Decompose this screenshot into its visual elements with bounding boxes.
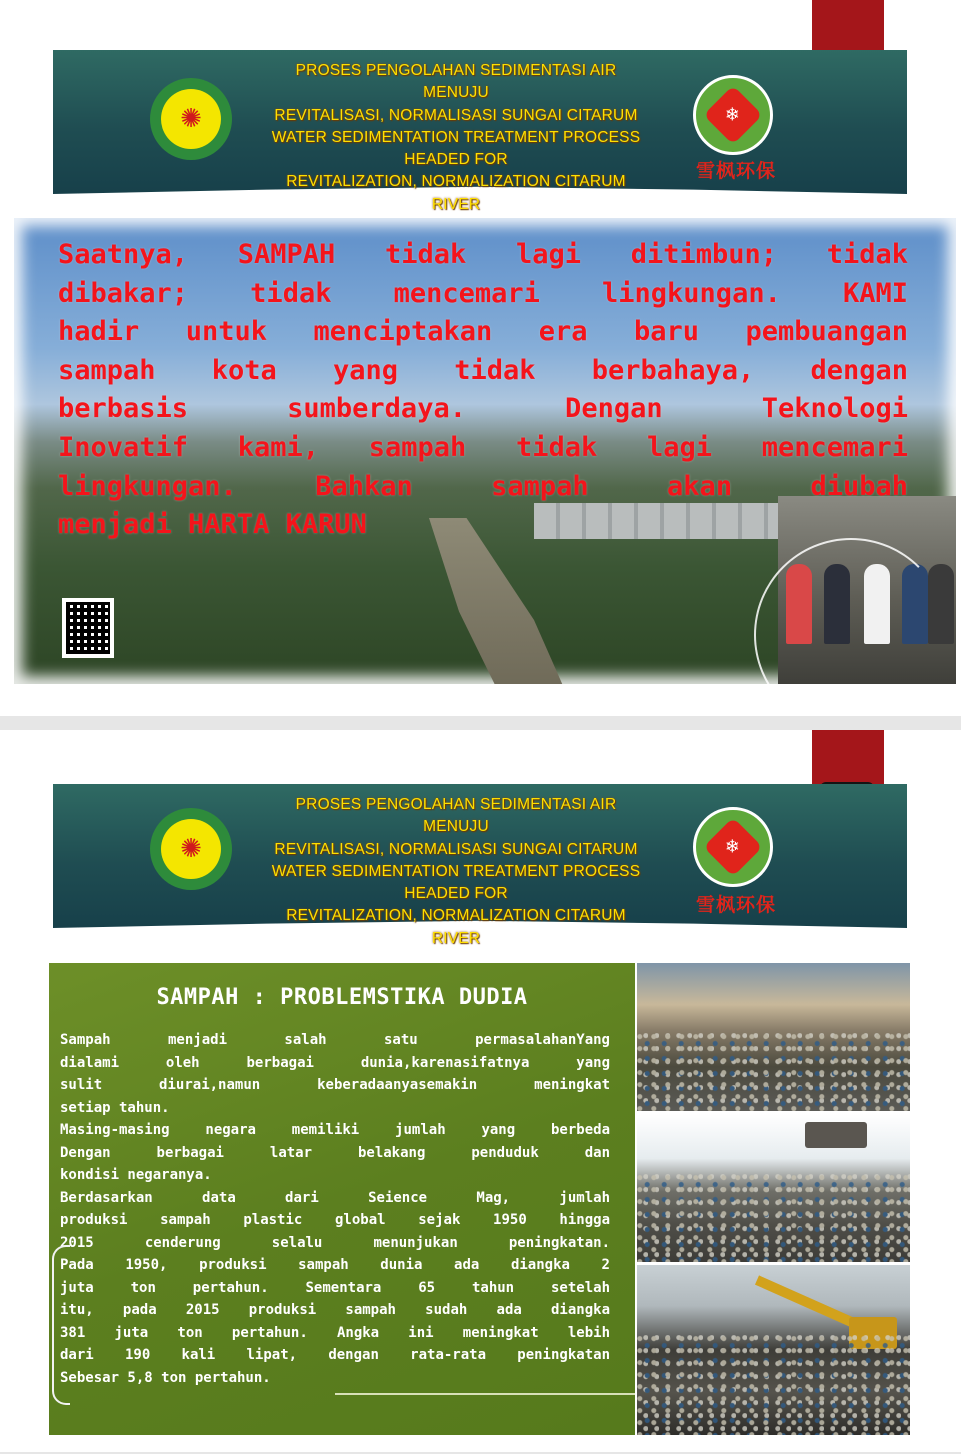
header-title bbox=[240, 794, 672, 950]
body-line: juta ton pertahun. Sementara 65 tahun setelah bbox=[60, 1279, 610, 1296]
header-title-line: RIVER bbox=[431, 929, 481, 947]
trash-texture bbox=[637, 1033, 910, 1111]
header-title-line: REVITALIZATION, NORMALIZATION CITARUM bbox=[286, 173, 626, 191]
excavator-arm bbox=[755, 1275, 860, 1329]
maple-leaf-icon: ❄ bbox=[703, 85, 762, 144]
header-title-line: REVITALISASI, NORMALISASI SUNGAI CITARUM bbox=[274, 106, 638, 124]
statement-line: menjadi HARTA KARUN bbox=[58, 509, 367, 541]
qr-code[interactable] bbox=[62, 598, 114, 658]
body-line: Sampah menjadi salah satu permasalahanYang bbox=[60, 1032, 610, 1048]
body-line: sulit diurai,namun keberadaanyasemakin meningkat bbox=[60, 1077, 610, 1093]
slide-2 bbox=[0, 730, 961, 1452]
body-line: itu, pada 2015 produksi sampah sudah ada diangka bbox=[60, 1302, 610, 1318]
statement-line: dibakar; tidak mencemari lingkungan. KAMI bbox=[58, 277, 908, 309]
sun-emblem-icon: ✺ bbox=[161, 89, 221, 149]
body-line: setiap tahun. bbox=[60, 1099, 170, 1116]
body-line: 381 juta ton pertahun. Angka ini meningkat lebih bbox=[60, 1324, 610, 1341]
maple-leaf-icon: ❄ bbox=[703, 817, 762, 876]
statement-line: lingkungan. Bahkan sampah akan diubah bbox=[58, 470, 908, 502]
generasi-penerus-logo bbox=[150, 808, 232, 890]
panel-body bbox=[60, 1029, 610, 1389]
statement-line: berbasis sumberdaya. Dengan Teknologi bbox=[58, 393, 908, 425]
landfill-excavator-photo bbox=[637, 1265, 910, 1435]
header-title bbox=[240, 60, 672, 216]
generasi-penerus-logo bbox=[150, 78, 232, 160]
header-title-line: WATER SEDIMENTATION TREATMENT PROCESS bbox=[271, 128, 641, 146]
bulldozer bbox=[805, 1122, 867, 1148]
trash-texture bbox=[637, 1174, 910, 1262]
body-line: 2015 cenderung selalu menunjukan peningkatan. bbox=[60, 1234, 610, 1251]
header-title-line: HEADED FOR bbox=[404, 151, 508, 169]
company-chinese-name: 雪枫环保 bbox=[695, 160, 776, 182]
header-title-line: MENUJU bbox=[423, 818, 489, 836]
statement-line: Inovatif kami, sampah tidak lagi mencemari bbox=[58, 431, 908, 463]
body-line: Masing-masing negara memiliki jumlah yang berbeda bbox=[60, 1122, 610, 1138]
body-line: Berdasarkan data dari Seience Mag, jumlah bbox=[60, 1189, 610, 1206]
text-panel bbox=[49, 963, 635, 1435]
body-line: dialami oleh berbagai dunia,karenasifatnya yang bbox=[60, 1054, 610, 1071]
header-title-line: MENUJU bbox=[423, 84, 489, 102]
slide-1 bbox=[0, 0, 961, 716]
header-title-line: REVITALIZATION, NORMALIZATION CITARUM bbox=[286, 907, 626, 925]
xfep-logo bbox=[693, 75, 773, 155]
body-line: dari 190 kali lipat, dengan rata-rata peningkatan bbox=[60, 1347, 610, 1363]
xfep-logo bbox=[693, 807, 773, 887]
landfill-sunset-photo bbox=[637, 963, 910, 1111]
header-title-line: HEADED FOR bbox=[404, 885, 508, 903]
qr-code-icon bbox=[66, 602, 110, 654]
bracket-decoration bbox=[52, 1245, 70, 1405]
header-title-line: REVITALISASI, NORMALISASI SUNGAI CITARUM bbox=[274, 840, 638, 858]
panel-title: SAMPAH : PROBLEMSTIKA DUDIA bbox=[156, 985, 528, 1010]
landfill-bulldozer-photo bbox=[637, 1114, 910, 1262]
sun-emblem-icon: ✺ bbox=[161, 819, 221, 879]
divider-line bbox=[335, 1393, 635, 1395]
header-title-line: PROSES PENGOLAHAN SEDIMENTASI AIR bbox=[295, 796, 617, 813]
slide1-statement bbox=[58, 236, 908, 545]
body-line: Pada 1950, produksi sampah dunia ada diangka 2 bbox=[60, 1257, 610, 1273]
statement-line: sampah kota yang tidak berbahaya, dengan bbox=[58, 354, 908, 386]
statement-line: hadir untuk menciptakan era baru pembuangan bbox=[58, 316, 908, 348]
trash-texture bbox=[637, 1335, 910, 1435]
statement-line: Saatnya, SAMPAH tidak lagi ditimbun; tidak bbox=[58, 239, 908, 270]
body-line: Sebesar 5,8 ton pertahun. bbox=[60, 1369, 271, 1386]
body-line: produksi sampah plastic global sejak 1950 hingga bbox=[60, 1212, 610, 1228]
body-line: kondisi negaranya. bbox=[60, 1167, 212, 1183]
company-chinese-name: 雪枫环保 bbox=[695, 894, 776, 916]
header-title-line: PROSES PENGOLAHAN SEDIMENTASI AIR bbox=[295, 62, 617, 79]
body-line: Dengan berbagai latar belakang penduduk dan bbox=[60, 1144, 610, 1161]
header-title-line: RIVER bbox=[431, 195, 481, 213]
header-title-line: WATER SEDIMENTATION TREATMENT PROCESS bbox=[271, 862, 641, 880]
